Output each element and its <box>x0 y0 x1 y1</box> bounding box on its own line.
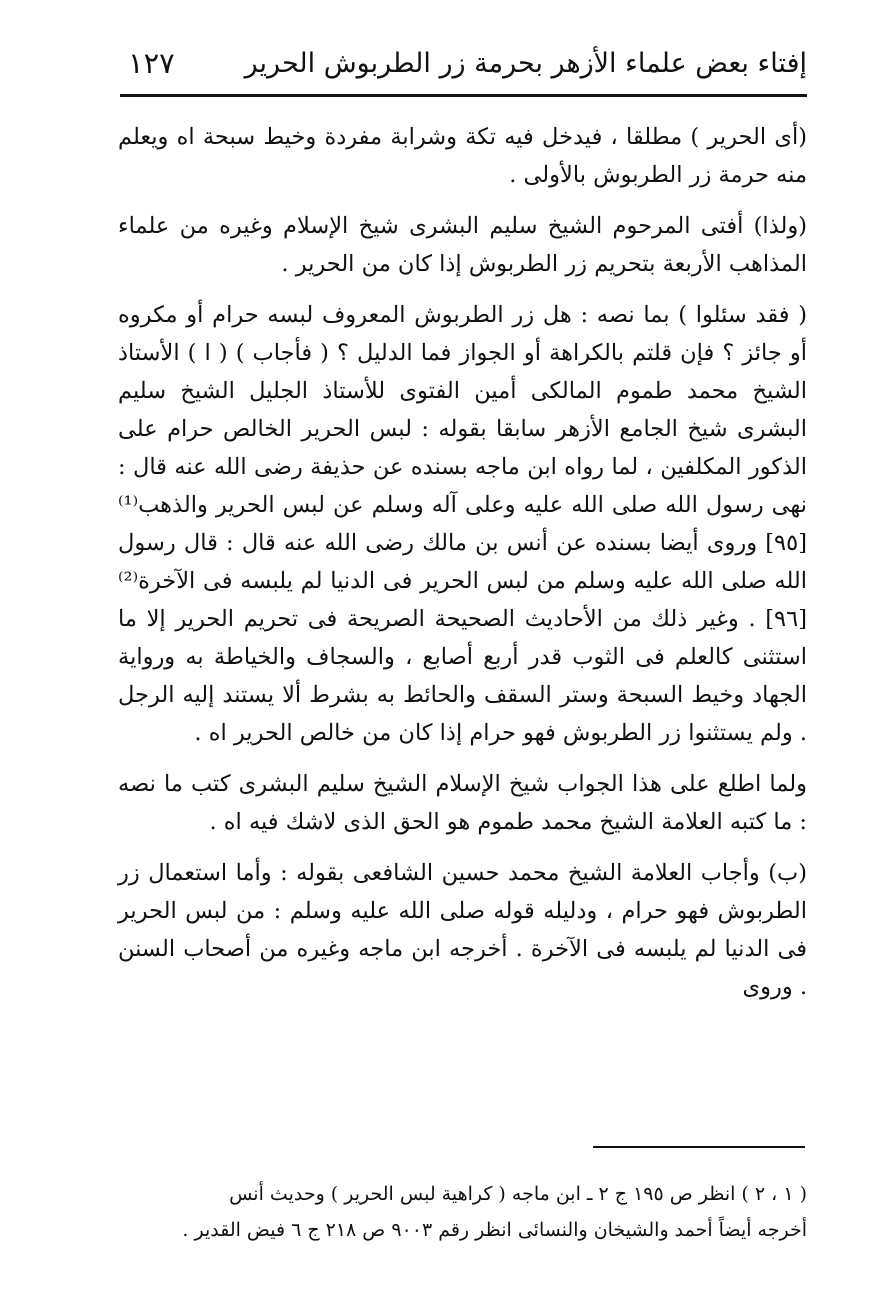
paragraph: (ولذا) أفتى المرحوم الشيخ سليم البشرى شيخ الإسلام وغيره من علماء المذاهب الأربعة بتحريم زر الطربوش إذا كان من الحرير . <box>118 213 807 277</box>
footnote-line: ( ١ ، ٢ ) انظر ص ١٩٥ ج ٢ ـ ابن ماجه ( كراهية لبس الحرير ) وحديث أنس <box>229 1183 807 1205</box>
paragraph: ( فقد سئلوا ) بما نصه : هل زر الطربوش المعروف لبسه حرام أو مكروه أو جائز ؟ فإن قلتم بالكراهة أو الجواز فما الدليل ؟ ( فأجاب ) ( ا ) الأستاذ الشيخ محمد طموم المالكى أمين الفتوى للأستاذ الجليل الشيخ سليم البشرى شيخ الجامع الأزهر سابقا بقوله : لبس الحرير الخالص حرام على الذكور المكلفين ، لما رواه ابن ماجه بسنده عن حذيفة رضى الله عنه قال : نهى رسول الله صلى الله عليه وعلى آله وسلم عن لبس الحرير والذهب⁽¹⁾ [٩٥] وروى أيضا بسنده عن أنس بن مالك رضى الله عنه قال : قال رسول الله صلى الله عليه وسلم من لبس الحرير فى الدنيا لم يلبسه فى الآخرة⁽²⁾ [٩٦] . وغير ذلك من الأحاديث الصحيحة الصريحة فى تحريم الحرير إلا ما استثنى كالعلم فى الثوب قدر أربع أصابع ، والسجاف والخياطة به ورواية الجهاد وخيط السبحة وستر السقف والحائط به بشرط ألا يستند إليه الرجل . ولم يستثنوا زر الطربوش فهو حرام إذا كان من خالص الحرير اه . <box>118 302 807 746</box>
page-header <box>120 42 807 97</box>
paragraph: (أى الحرير ) مطلقا ، فيدخل فيه تكة وشرابة مفردة وخيط سبحة اه ويعلم منه حرمة زر الطربوش بالأولى . <box>118 124 807 188</box>
running-title: إفتاء بعض علماء الأزهر بحرمة زر الطربوش الحرير <box>244 48 807 79</box>
footnote-divider <box>593 1146 805 1148</box>
footnote-line: أخرجه أيضاً أحمد والشيخان والنسائى انظر رقم ٩٠٠٣ ص ٢١٨ ج ٦ فيض القدير . <box>182 1219 807 1241</box>
footnotes <box>118 1176 807 1248</box>
page-number: ١٢٧ <box>128 46 175 80</box>
paragraph: ولما اطلع على هذا الجواب شيخ الإسلام الشيخ سليم البشرى كتب ما نصه : ما كتبه العلامة الشيخ محمد طموم هو الحق الذى لاشك فيه اه . <box>118 771 807 835</box>
main-text <box>118 118 807 1019</box>
paragraph: (ب) وأجاب العلامة الشيخ محمد حسين الشافعى بقوله : وأما استعمال زر الطربوش فهو حرام ، ودليله قوله صلى الله عليه وسلم : من لبس الحرير فى الدنيا لم يلبسه فى الآخرة . أخرجه ابن ماجه وغيره من أصحاب السنن . وروى <box>118 860 807 1000</box>
